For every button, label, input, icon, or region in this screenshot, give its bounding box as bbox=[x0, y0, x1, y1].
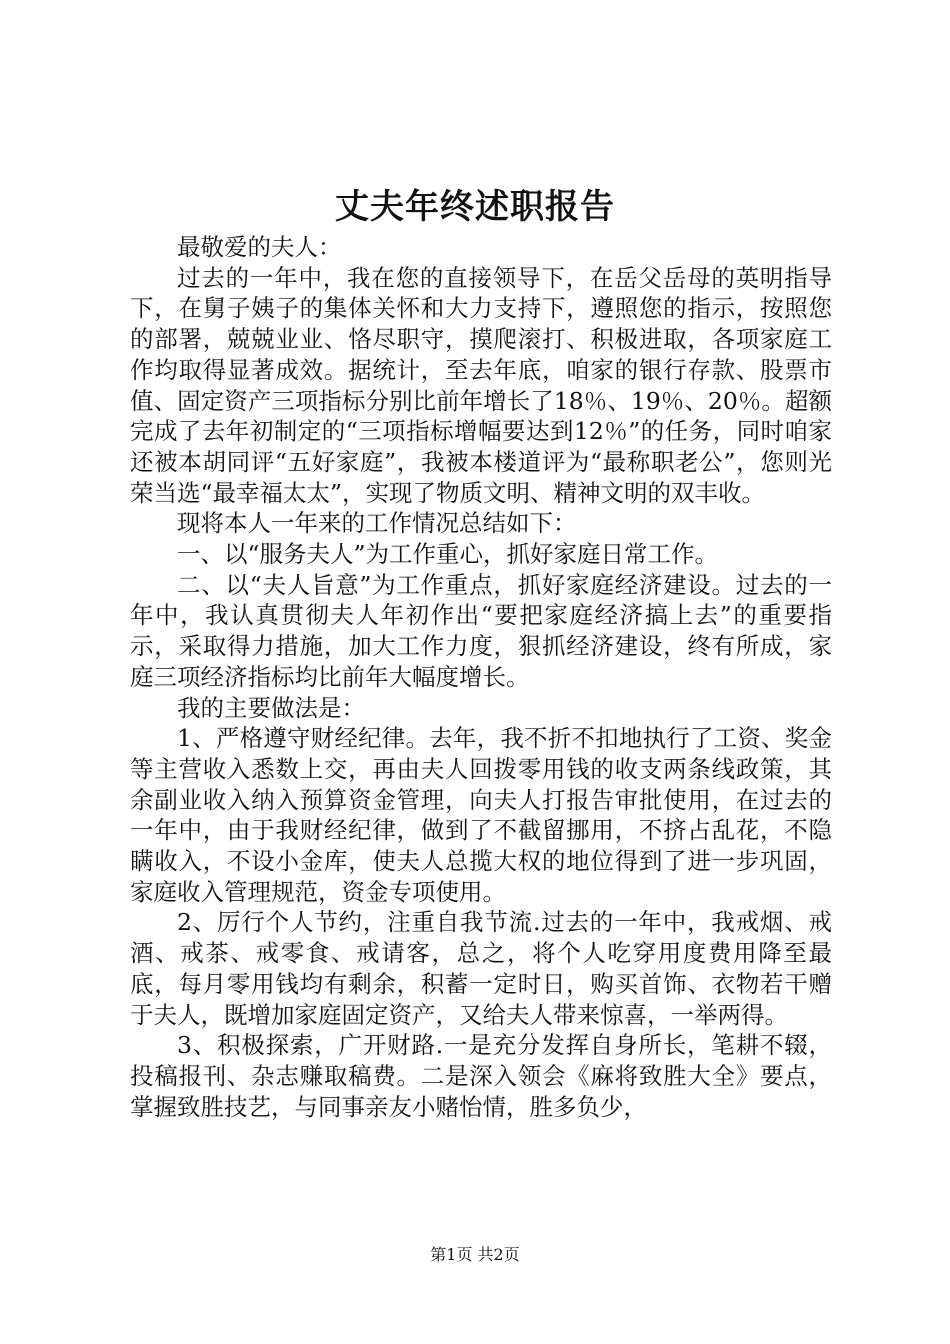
page-number-footer: 第1页 共2页 bbox=[430, 1245, 520, 1264]
section-heading-1: 一、以“服务夫人”为工作重心，抓好家庭日常工作。 bbox=[177, 540, 719, 569]
body-paragraph: 过去的一年中，我在您的直接领导下，在岳父岳母的英明指导下，在舅子姨子的集体关怀和大力支持下，遵照您的指示，按照您的部署，兢兢业业、恪尽职守，摸爬滚打、积极进取，各项家庭工作均取得显著成效。据统计，至去年底，咱家的银行存款、股票市值、固定资产三项指标分别比前年增长了18％、19％、20％。超额完成了去年初制定的“三项指标增幅要达到12％”的任务，同时咱家还被本胡同评“五好家庭”，我被本楼道评为“最称职老公”，您则光荣当选“最幸福太太”，实现了物质文明、精神文明的双丰收。 bbox=[130, 263, 832, 507]
list-item-3: 3、积极探索，广开财路.一是充分发挥自身所长，笔耕不辍，投稿报刊、杂志赚取稿费。二是深入领会《麻将致胜大全》要点，掌握致胜技艺，与同事亲友小赌怡情，胜多负少， bbox=[130, 1031, 832, 1121]
document-body bbox=[130, 232, 832, 1122]
section-heading-2: 二、以“夫人旨意”为工作重点，抓好家庭经济建设。过去的一年中，我认真贯彻夫人年初作出“要把家庭经济搞上去”的重要指示，采取得力措施，加大工作力度，狠抓经济建设，终有所成，家庭三项经济指标均比前年大幅度增长。 bbox=[130, 570, 832, 691]
body-paragraph: 现将本人一年来的工作情况总结如下： bbox=[177, 509, 577, 538]
list-item-1: 1、严格遵守财经纪律。去年，我不折不扣地执行了工资、奖金等主营收入悉数上交，再由夫人回拨零用钱的收支两条线政策，其余副业收入纳入预算资金管理，向夫人打报告审批使用，在过去的一年中，由于我财经纪律，做到了不截留挪用，不挤占乱花，不隐瞒收入，不设小金库，使夫人总揽大权的地位得到了进一步巩固，家庭收入管理规范，资金专项使用。 bbox=[130, 724, 832, 906]
salutation-paragraph: 最敬爱的夫人： bbox=[177, 233, 342, 261]
body-paragraph: 我的主要做法是： bbox=[177, 693, 365, 722]
list-item-2: 2、厉行个人节约，注重自我节流.过去的一年中，我戒烟、戒酒、戒茶、戒零食、戒请客，总之，将个人吃穿用度费用降至最底，每月零用钱均有剩余，积蓄一定时日，购买首饰、衣物若干赠于夫人，既增加家庭固定资产，又给夫人带来惊喜，一举两得。 bbox=[130, 908, 832, 1029]
document-title: 丈夫年终述职报告 bbox=[335, 187, 615, 227]
